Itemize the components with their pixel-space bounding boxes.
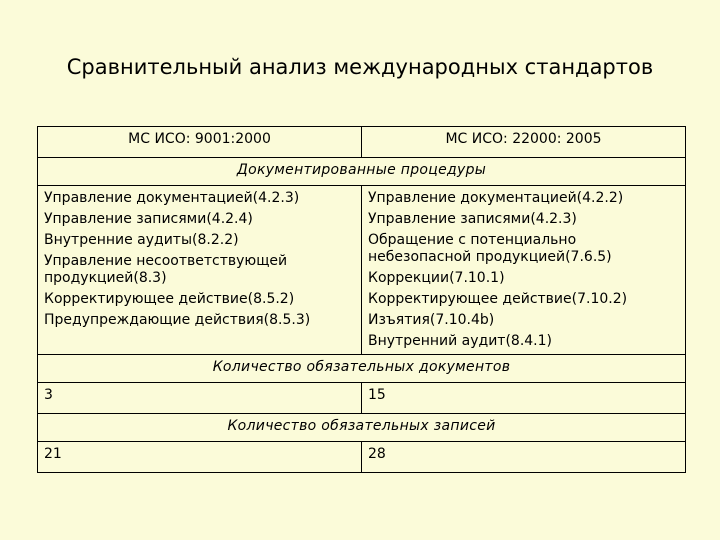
procedures-list-22000 xyxy=(362,186,686,355)
procedures-list-9001 xyxy=(38,186,362,355)
list-item: Внутренний аудит(8.4.1) xyxy=(368,333,552,349)
list-item: Управление несоответствующей продукцией(8.3) xyxy=(44,253,288,286)
section-label-records: Количество обязательных записей xyxy=(38,414,686,442)
section-row-procedures xyxy=(38,158,686,186)
list-item: Корректирующее действие(8.5.2) xyxy=(44,291,295,307)
header-iso-9001: МС ИСО: 9001:2000 xyxy=(38,127,362,158)
documents-count-row xyxy=(38,383,686,414)
procedures-row xyxy=(38,186,686,355)
list-item: Предупреждающие действия(8.5.3) xyxy=(44,312,311,328)
records-count-9001: 21 xyxy=(38,442,362,473)
header-row xyxy=(38,127,686,158)
slide-title: Сравнительный анализ международных стандартов xyxy=(66,55,654,79)
section-label-documents: Количество обязательных документов xyxy=(38,355,686,383)
list-item: Изъятия(7.10.4b) xyxy=(368,312,495,328)
list-item: Управление документацией(4.2.2) xyxy=(368,190,624,206)
documents-count-9001: 3 xyxy=(38,383,362,414)
section-row-records xyxy=(38,414,686,442)
list-item: Корректирующее действие(7.10.2) xyxy=(368,291,628,307)
list-item: Управление записями(4.2.3) xyxy=(368,211,577,227)
list-item: Обращение с потенциально небезопасной продукцией(7.6.5) xyxy=(368,232,612,265)
section-label-procedures: Документированные процедуры xyxy=(38,158,686,186)
documents-count-22000: 15 xyxy=(362,383,686,414)
list-item: Управление записями(4.2.4) xyxy=(44,211,253,227)
records-count-row xyxy=(38,442,686,473)
list-item: Управление документацией(4.2.3) xyxy=(44,190,300,206)
header-iso-22000: МС ИСО: 22000: 2005 xyxy=(362,127,686,158)
list-item: Коррекции(7.10.1) xyxy=(368,270,505,286)
list-item: Внутренние аудиты(8.2.2) xyxy=(44,232,239,248)
comparison-table xyxy=(37,126,686,473)
section-row-documents xyxy=(38,355,686,383)
records-count-22000: 28 xyxy=(362,442,686,473)
